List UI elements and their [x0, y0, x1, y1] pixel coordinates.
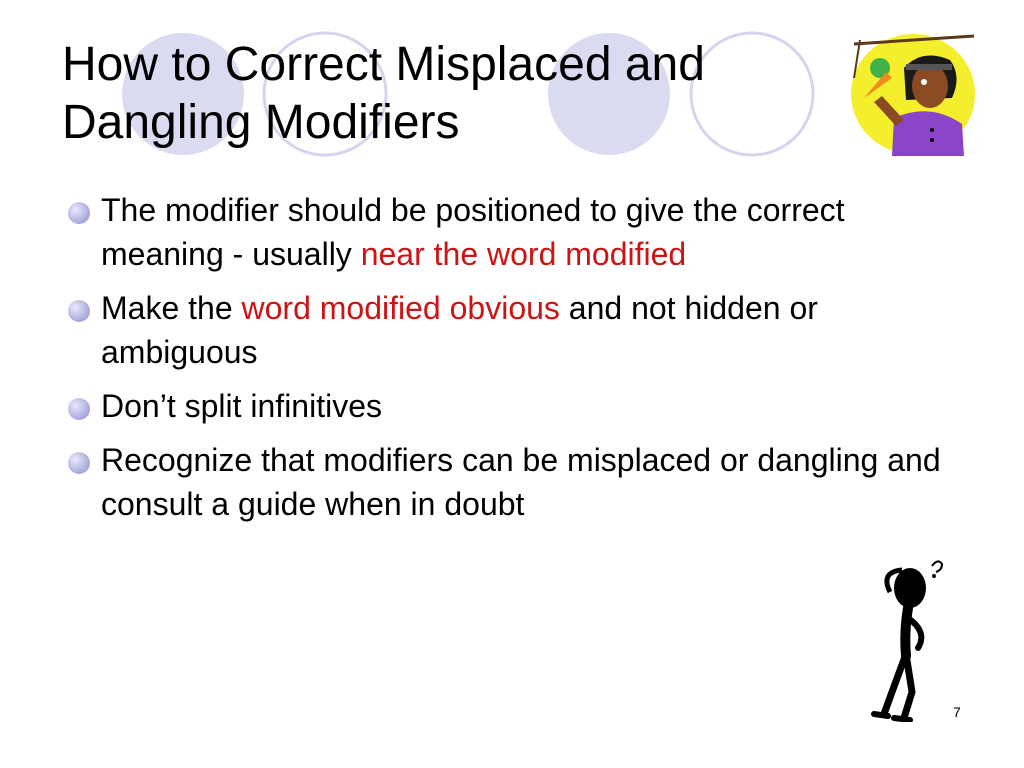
thinker-clipart: [862, 552, 952, 722]
bullet-text: and not hidden or ambiguous: [101, 290, 818, 370]
bullet-text: Make the: [101, 290, 242, 326]
bullet-marker: [68, 452, 90, 474]
bullet-item: [68, 188, 968, 276]
bullet-highlight: word modified obvious: [241, 290, 560, 326]
bullet-item: [68, 438, 968, 526]
bullet-text: Recognize that modifiers can be misplaced or dangling and consult a guide when in doubt: [101, 442, 941, 522]
title-line-2: Dangling Modifiers: [62, 96, 460, 149]
bullet-list: [68, 188, 968, 536]
bullet-marker: [68, 202, 90, 224]
slide-title: [62, 36, 822, 152]
teacher-clipart: [834, 28, 982, 156]
bullet-marker: [68, 398, 90, 420]
bullet-text: Don’t split infinitives: [101, 388, 382, 424]
bullet-item: [68, 384, 968, 428]
bullet-marker: [68, 300, 90, 322]
page-number: 7: [953, 704, 961, 720]
bullet-highlight: near the word modified: [360, 236, 687, 272]
bullet-item: [68, 286, 968, 374]
title-line-1: How to Correct Misplaced and: [62, 38, 705, 91]
bullet-text: The modifier should be positioned to give the correct meaning - usually: [101, 192, 845, 272]
